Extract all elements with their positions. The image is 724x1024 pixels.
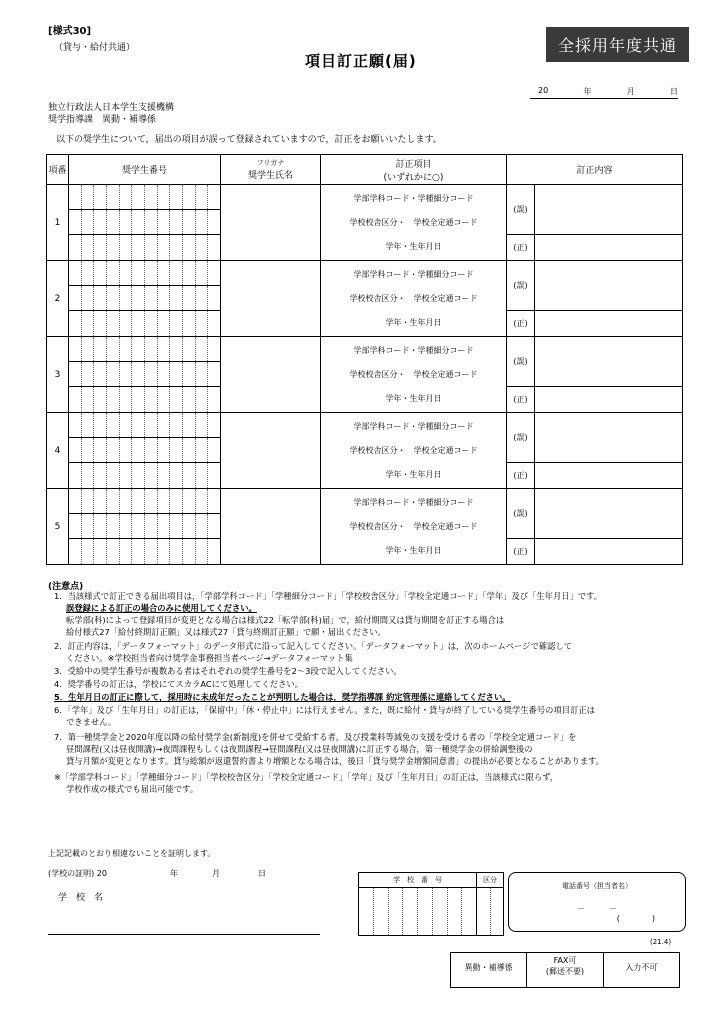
table-row <box>46 260 683 337</box>
school-name-label: 学 校 名 <box>58 893 104 903</box>
student-id-cells[interactable] <box>69 261 221 286</box>
correction-items[interactable] <box>321 261 507 337</box>
item-campus[interactable]: 学校校舎区分・ 学校全定通コード <box>349 217 478 227</box>
student-id-cells[interactable] <box>69 210 221 235</box>
table-row <box>46 488 683 565</box>
item-campus[interactable]: 学校校舎区分・ 学校全定通コード <box>349 369 478 379</box>
item-grade[interactable]: 学年・生年月日 <box>385 469 442 479</box>
item-campus[interactable]: 学校校舎区分・ 学校全定通コード <box>349 521 478 531</box>
item-grade[interactable]: 学年・生年月日 <box>385 317 442 327</box>
student-id-cells[interactable] <box>69 311 221 337</box>
school-number-cells[interactable] <box>359 888 477 935</box>
cert-month: 月 <box>212 869 220 878</box>
table-row <box>46 184 683 261</box>
dept-name: 奨学指導課 異動・補導係 <box>48 115 157 125</box>
applies-to: （貸与・給付共通） <box>54 43 136 53</box>
right-value-cell[interactable] <box>535 463 683 489</box>
stamp-noinput: 入力不可 <box>603 953 679 988</box>
student-name-cell[interactable] <box>221 337 321 413</box>
note-line: 2．訂正内容は，「データフォーマット」のデータ形式に沿って記入してください。「データフォーマット」は，次のホームページで確認して <box>54 641 573 651</box>
item-grade[interactable]: 学年・生年月日 <box>385 393 442 403</box>
note-line: ※「学部学科コード」「学種細分コード」「学校校舎区分」「学校全定通コード」「学年」及び「生年月日」の訂正は，当該様式に限らず， <box>54 772 559 782</box>
student-id-cells[interactable] <box>69 463 221 489</box>
division-label: 区分 <box>483 876 497 884</box>
right-value-cell[interactable] <box>535 311 683 337</box>
wrong-label: (誤) <box>507 261 535 311</box>
student-id-cells[interactable] <box>69 362 221 387</box>
intro-text: 以下の奨学生について，届出の項目が誤って登録されていますので，訂正をお願いいたします。 <box>56 135 442 145</box>
phone-dash: － － <box>577 904 617 913</box>
right-label: (正) <box>507 387 535 413</box>
note-line: できません。 <box>66 717 117 727</box>
right-label: (正) <box>507 539 535 565</box>
note-line: 昼間課程(又は昼夜開講)→夜間課程もしくは夜間課程→昼間課程(又は昼夜開講)に訂正する場合，第一種奨学金の併給調整後の <box>66 744 533 754</box>
wrong-value-cell[interactable] <box>535 337 683 387</box>
wrong-value-cell[interactable] <box>535 261 683 311</box>
item-code[interactable]: 学部学科コード・学種細分コード <box>353 345 474 355</box>
wrong-value-cell[interactable] <box>535 413 683 463</box>
note-line: 誤登録による訂正の場合のみに使用してください。 <box>66 603 257 613</box>
phone-label: 電話番号（担当者名） <box>562 882 632 890</box>
note-line: 4．奨学番号の訂正は，学校にてスカラACにて処理してください。 <box>54 679 303 689</box>
note-line: 1．当該様式で訂正できる届出項目は，「学部学科コード」「学種細分コード」「学校校舎区分」「学校全定通コード」「学年」及び「生年月日」です。 <box>54 591 603 601</box>
row-number: 3 <box>47 337 69 413</box>
date-month: 月 <box>626 87 635 96</box>
student-id-cells[interactable] <box>69 286 221 311</box>
org-name: 独立行政法人日本学生支援機構 <box>48 103 175 113</box>
right-value-cell[interactable] <box>535 539 683 565</box>
item-campus[interactable]: 学校校舎区分・ 学校全定通コード <box>349 445 478 455</box>
item-code[interactable]: 学部学科コード・学種細分コード <box>353 497 474 507</box>
school-number-label: 学 校 番 号 <box>359 873 477 887</box>
date-day: 日 <box>669 87 678 96</box>
correction-table <box>46 154 683 185</box>
stamp-fax <box>527 953 603 988</box>
table-row <box>46 336 683 413</box>
date-era: 20 <box>538 86 549 95</box>
stamp-fax-sub: (郵送不要) <box>545 967 585 976</box>
date-year: 年 <box>583 87 592 96</box>
cert-day: 日 <box>258 869 266 878</box>
school-name-line <box>48 934 320 935</box>
note-line: 貸与月額が変更となります。貸与総額が返還誓約書より増額となる場合は，後日「貸与奨学金増額同意書」の提出が必要となることがあります。 <box>66 756 604 766</box>
page-title: 項目訂正願(届) <box>305 52 417 70</box>
wrong-label: (誤) <box>507 337 535 387</box>
note-line: ください。※学校担当者向け奨学金事務担当者ページ→データフォーマット集 <box>66 653 353 663</box>
correction-items[interactable] <box>321 185 507 261</box>
note-line: 6．「学年」及び「生年月日」の訂正は，「保留中」「休・停止中」には行えません。また，既に給付・貸与が終了している奨学生番号の項目訂正は <box>54 705 595 715</box>
col-name-label: 奨学生氏名 <box>247 171 293 181</box>
wrong-label: (誤) <box>507 489 535 539</box>
item-grade[interactable]: 学年・生年月日 <box>385 545 442 555</box>
col-items-sub: (いずれかに○) <box>383 172 444 183</box>
wrong-value-cell[interactable] <box>535 489 683 539</box>
col-name <box>221 155 321 185</box>
student-id-cells[interactable] <box>69 185 221 210</box>
correction-items[interactable] <box>321 413 507 489</box>
col-no: 項番 <box>47 155 69 185</box>
note-line: 給付様式27「給付終期訂正願」又は様式27「貸与終期訂正願」で願・届出ください。 <box>66 627 386 637</box>
note-line: 7．第一種奨学金と2020年度以降の給付奨学金(新制度)を併せて受給する者，及び授業料等減免の支援を受ける者の「学校全定通コード」を <box>54 732 577 742</box>
student-name-cell[interactable] <box>221 489 321 565</box>
col-name-kana: フリガナ <box>256 159 285 167</box>
col-content: 訂正内容 <box>507 155 683 185</box>
student-id-cells[interactable] <box>69 387 221 413</box>
student-name-cell[interactable] <box>221 413 321 489</box>
stamp-boxes <box>450 952 680 988</box>
right-label: (正) <box>507 463 535 489</box>
col-items <box>321 155 507 185</box>
wrong-label: (誤) <box>507 413 535 463</box>
wrong-label: (誤) <box>507 185 535 235</box>
row-number: 4 <box>47 413 69 489</box>
right-label: (正) <box>507 311 535 337</box>
form-number: [様式30] <box>48 26 92 37</box>
col-student-id: 奨学生番号 <box>69 155 221 185</box>
correction-items[interactable] <box>321 489 507 565</box>
form-version: (21.4) <box>650 938 672 946</box>
right-value-cell[interactable] <box>535 387 683 413</box>
year-badge: 全採用年度共通 <box>546 27 689 62</box>
row-number: 2 <box>47 261 69 337</box>
item-code[interactable]: 学部学科コード・学種細分コード <box>353 193 474 203</box>
note-line: 転学部(科)によって登録項目が変更となる場合は様式22「転学部(科)届」で，給付期間又は貸与期間を訂正する場合は <box>66 615 505 625</box>
note-line: 学校作成の様式でも届出可能です。 <box>66 784 199 794</box>
note-line: 3．受給中の奨学生番号が複数ある者はそれぞれの奨学生番号を2～3段で記入してください。 <box>54 666 402 676</box>
student-name-cell[interactable] <box>221 261 321 337</box>
right-label: (正) <box>507 235 535 261</box>
item-code[interactable]: 学部学科コード・学種細分コード <box>353 269 474 279</box>
item-grade[interactable]: 学年・生年月日 <box>385 241 442 251</box>
student-id-cells[interactable] <box>69 438 221 463</box>
correction-items[interactable] <box>321 337 507 413</box>
stamp-fax-label: FAX可 <box>553 956 577 965</box>
student-id-cells[interactable] <box>69 235 221 261</box>
student-name-cell[interactable] <box>221 185 321 261</box>
student-id-cells[interactable] <box>69 413 221 438</box>
date-line <box>530 86 678 99</box>
note-line: 5．生年月日の訂正に際して，採用時に未成年だったことが判明した場合は，奨学指導課 約定管理係に連絡してください。 <box>54 692 511 702</box>
student-id-cells[interactable] <box>69 539 221 565</box>
table-row <box>46 412 683 489</box>
row-number: 1 <box>47 185 69 261</box>
stamp-dept: 異動・補導係 <box>451 953 527 988</box>
cert-year: 年 <box>170 869 178 878</box>
division-cells[interactable] <box>477 888 503 935</box>
row-number: 5 <box>47 489 69 565</box>
student-id-cells[interactable] <box>69 489 221 514</box>
phone-box[interactable] <box>508 872 686 932</box>
right-value-cell[interactable] <box>535 235 683 261</box>
col-items-label: 訂正項目 <box>395 159 432 170</box>
wrong-value-cell[interactable] <box>535 185 683 235</box>
item-code[interactable]: 学部学科コード・学種細分コード <box>353 421 474 431</box>
student-id-cells[interactable] <box>69 514 221 539</box>
notes-heading: (注意点) <box>48 582 84 592</box>
school-number-box <box>358 872 504 936</box>
item-campus[interactable]: 学校校舎区分・ 学校全定通コード <box>349 293 478 303</box>
school-cert: (学校の証明) 20 <box>48 869 107 878</box>
student-id-cells[interactable] <box>69 337 221 362</box>
certify-text: 上記記載のとおり相違ないことを証明します。 <box>48 849 216 858</box>
phone-paren: ( ) <box>616 914 655 923</box>
